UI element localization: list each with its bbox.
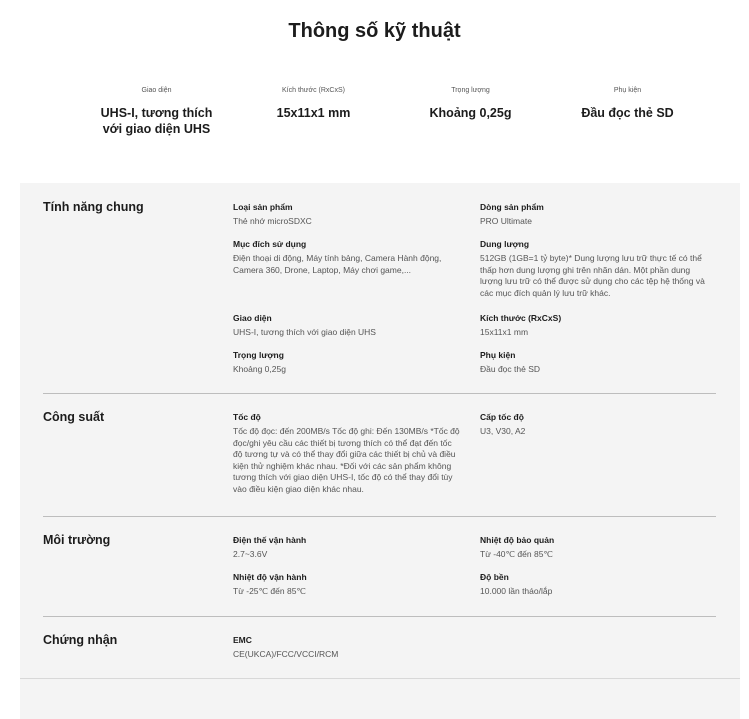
summary-item-dimensions — [235, 86, 392, 137]
field-label: Giao diện — [233, 313, 272, 323]
section-title: Tính năng chung — [43, 200, 144, 214]
field-value: Thẻ nhớ microSDXC — [233, 216, 312, 226]
summary-value: UHS-I, tương thích với giao diện UHS — [100, 106, 213, 136]
field-value: Điện thoại di động, Máy tính bảng, Camera Hành động, Camera 360, Drone, Laptop, Máy chơi game,... — [233, 253, 442, 275]
spec-summary — [78, 86, 706, 137]
field-value: Tốc độ đọc: đến 200MB/s Tốc độ ghi: Đến 130MB/s *Tốc độ đọc/ghi yêu cầu các thiết bị tương thích có thể đạt đến tốc độ tương tự và có thể thay đổi giữa các thiết bị chủ và điều kiện thử nghiệm khác nhau. *Đối với các sản phẩm không tương thích với giao diện UHS-I, tốc độ có thể thay đổi tùy vào điều kiện giao diện khác nhau. — [233, 426, 460, 494]
summary-value: Khoảng 0,25g — [429, 106, 512, 120]
field-label: Cấp tốc độ — [480, 412, 524, 422]
field-value: PRO Ultimate — [480, 216, 532, 226]
section-divider — [43, 616, 716, 617]
summary-item-interface — [78, 86, 235, 137]
field-label: EMC — [233, 635, 252, 645]
field-emc — [233, 635, 463, 661]
page-title: Thông số kỹ thuật — [288, 20, 461, 42]
field-value: 512GB (1GB=1 tỷ byte)* Dung lượng lưu trữ thực tế có thể thấp hơn dung lượng ghi trên nhãn dán. Một phần dung lượng lưu trữ có thể được sử dụng cho các tệp hệ thống và các mục đích quản lý lưu trữ khác. — [480, 253, 705, 298]
field-label: Mục đích sử dụng — [233, 239, 307, 249]
field-storage-temperature — [480, 535, 710, 561]
field-capacity — [480, 239, 710, 299]
field-value: U3, V30, A2 — [480, 426, 526, 436]
field-speed — [233, 412, 463, 495]
field-interface — [233, 313, 463, 339]
field-value: 10.000 lần tháo/lắp — [480, 586, 553, 596]
field-label: Trọng lượng — [233, 350, 284, 360]
field-label: Dung lượng — [480, 239, 530, 249]
field-label: Nhiệt độ bảo quản — [480, 535, 555, 545]
field-label: Nhiệt độ vận hành — [233, 572, 307, 582]
summary-label: Giao diện — [141, 87, 172, 94]
section-title: Công suất — [43, 410, 105, 424]
field-value: UHS-I, tương thích với giao diện UHS — [233, 327, 376, 337]
summary-label: Kích thước (RxCxS) — [282, 87, 345, 94]
field-label: Độ bền — [480, 572, 509, 582]
spec-details — [20, 183, 740, 719]
section-divider — [43, 516, 716, 517]
field-operating-voltage — [233, 535, 463, 561]
field-dimensions — [480, 313, 710, 339]
section-title: Môi trường — [43, 533, 111, 547]
field-label: Dòng sản phẩm — [480, 202, 544, 212]
summary-label: Phụ kiện — [613, 87, 642, 94]
summary-value: 15x11x1 mm — [276, 106, 351, 120]
field-usage — [233, 239, 463, 276]
field-accessories — [480, 350, 710, 376]
section-title: Chứng nhận — [43, 633, 118, 647]
field-label: Kích thước (RxCxS) — [480, 313, 562, 323]
summary-value: Đầu đọc thẻ SD — [581, 106, 674, 120]
field-value: Từ -25℃ đến 85℃ — [233, 586, 306, 596]
field-label: Điện thế vận hành — [233, 535, 307, 545]
field-durability — [480, 572, 710, 598]
field-value: 15x11x1 mm — [480, 327, 529, 337]
field-operating-temperature — [233, 572, 463, 598]
field-value: 2.7~3.6V — [233, 549, 268, 559]
field-value: Đầu đọc thẻ SD — [480, 364, 541, 374]
summary-item-accessories — [549, 86, 706, 137]
field-label: Tốc độ — [233, 412, 261, 422]
field-label: Phụ kiện — [480, 350, 516, 360]
section-divider — [20, 678, 740, 679]
field-value: Từ -40℃ đến 85℃ — [480, 549, 553, 559]
section-divider — [43, 393, 716, 394]
field-speed-class — [480, 412, 710, 438]
field-label: Loại sản phẩm — [233, 202, 293, 212]
field-weight — [233, 350, 463, 376]
field-product-line — [480, 202, 710, 228]
field-product-type — [233, 202, 463, 228]
summary-label: Trọng lượng — [451, 87, 490, 94]
field-value: Khoảng 0,25g — [233, 364, 286, 374]
field-value: CE(UKCA)/FCC/VCCI/RCM — [233, 649, 339, 659]
summary-item-weight — [392, 86, 549, 137]
